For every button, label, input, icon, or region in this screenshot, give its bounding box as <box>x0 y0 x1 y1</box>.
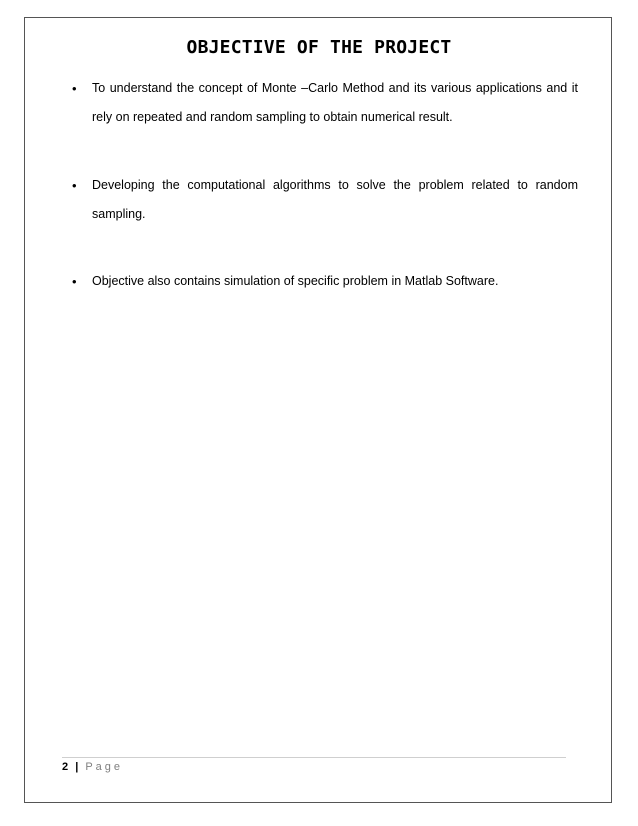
bullet-marker: • <box>72 81 77 96</box>
bullet-item <box>72 74 578 132</box>
page-number: 2 <box>62 761 69 773</box>
bullet-marker: • <box>72 178 77 193</box>
footer-page-label: Page <box>85 761 124 773</box>
bullet-item <box>72 171 578 229</box>
page-footer <box>62 761 123 773</box>
page-border <box>24 17 612 803</box>
bullet-text: Developing the computational algorithms to solve the problem related to random sampling. <box>92 178 578 221</box>
footer-separator: | <box>75 761 79 773</box>
page-title: OBJECTIVE OF THE PROJECT <box>186 37 452 58</box>
bullet-text: Objective also contains simulation of specific problem in Matlab Software. <box>92 274 499 288</box>
bullet-item <box>72 267 578 296</box>
bullet-marker: • <box>72 274 77 289</box>
bullet-text: To understand the concept of Monte –Carlo Method and its various applications and it rely on repeated and random sampling to obtain numerical result. <box>92 81 578 124</box>
footer-divider <box>62 757 566 758</box>
